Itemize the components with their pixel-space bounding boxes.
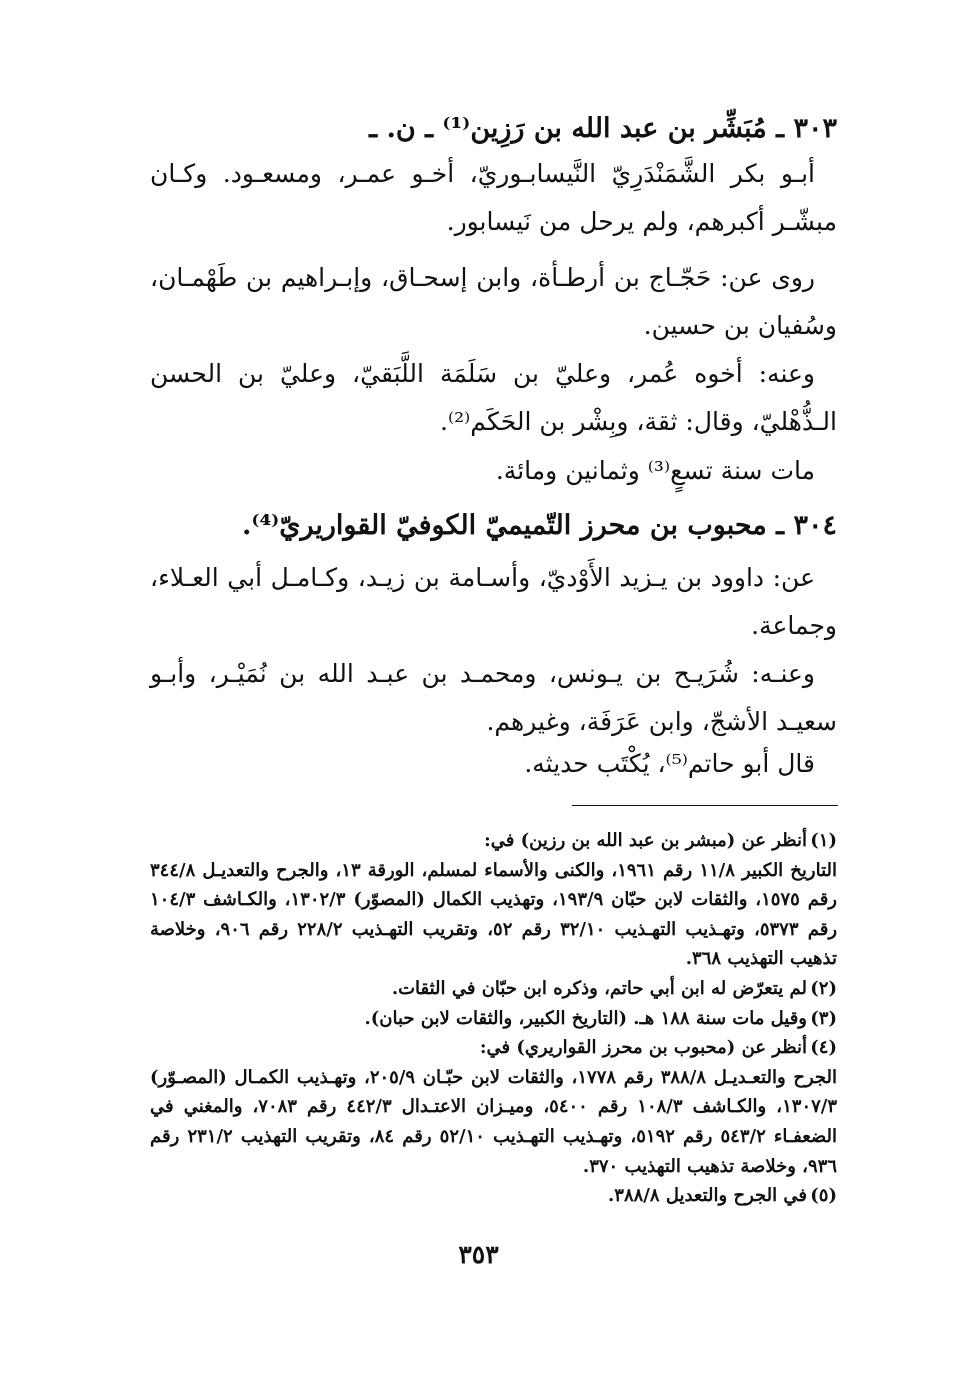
entry-304-paragraph-2: وعنـه: شُرَيـح بن يـونس، ومحمـد بن عبـد الله بن نُمَيْـر، وأبـو سعيـد الأشجّ، وابن عَرَفَة، وغيرهم. <box>150 659 837 736</box>
entry-title-304: ٣٠٤ ـ محبوب بن محرز التّميميّ الكوفيّ القواريريّ⁽⁴⁾. <box>241 510 837 541</box>
footnote-heading: أنظر عن (محبوب بن محرز القواريري) في: <box>479 1037 807 1059</box>
footnote-heading: لم يتعرّض له ابن أبي حاتم، وذكره ابن حبّان في الثقات. <box>391 977 807 999</box>
entry-303-paragraph-4: مات سنة تسعٍ⁽³⁾ وثمانين ومائة. <box>495 456 815 485</box>
footnote-number: (٣) <box>810 1007 837 1029</box>
footnote-number: (٤) <box>810 1037 837 1059</box>
footnote-body: التاريخ الكبير ١١/٨ رقم ١٩٦١، والكنى والأسماء لمسلم، الورقة ١٣، والجرح والتعديـل ٣٤٤/٨ رقم ١٥٧٥، والثقات لابن حبّان ١٩٣/٩، وتهذيب الكمال (المصوّر) ١٣٠٢/٣، والكـاشف ١٠٤/٣ رقم ٥٣٧٣، وتهـذيب التهـذيب ٣٢/١٠ رقم ٥٢، وتقريب التهـذيب ٢٢٨/٢ رقم ٩٠٦، وخلاصة تذهيب التهذيب ٣٦٨. <box>150 859 838 970</box>
footnote-5 <box>150 1181 837 1211</box>
entry-303-paragraph-1: أبـو بكر الشَّمَنْدَرِيّ النَّيسابـوريّ، أخـو عمـر، ومسعـود. وكـان مبشّـر أكبرهم، ولم يرحل من نَيسابور. <box>150 159 837 236</box>
page-number: ٣٥٣ <box>458 1240 499 1269</box>
footnote-heading: في الجرح والتعديل ٣٨٨/٨. <box>608 1185 807 1207</box>
footnote-3 <box>150 1004 837 1034</box>
entry-304-paragraph-3: قال أبو حاتم⁽⁵⁾، يُكْتَب حديثه. <box>524 749 815 778</box>
footnote-separator <box>572 805 838 806</box>
footnote-heading: وقيل مات سنة ١٨٨ هـ. (التاريخ الكبير، والثقات لابن حبان). <box>364 1007 807 1029</box>
footnote-number: (٥) <box>810 1185 837 1207</box>
entry-title-303: ٣٠٣ ـ مُبَشِّر بن عبد الله بن رَزِين⁽¹⁾ ـ ن. ـ <box>369 113 837 144</box>
footnote-number: (١) <box>810 830 837 851</box>
footnote-4 <box>150 1033 837 1181</box>
footnotes <box>150 826 837 1211</box>
footnote-number: (٢) <box>810 977 837 999</box>
entry-303-paragraph-2: روى عن: حَجّـاج بن أرطـأة، وابن إسحـاق، وإبـراهيم بن طَهْمـان، وسُفيان بن حسين. <box>150 263 837 340</box>
footnote-heading: أنظر عن (مبشر بن عبد الله بن رزين) في: <box>484 830 807 851</box>
entry-304-paragraph-1: عن: داوود بن يـزيد الأَوْديّ، وأسـامة بن زيـد، وكـامـل أبي العـلاء، وجماعة. <box>150 563 837 640</box>
footnote-2 <box>150 974 837 1004</box>
footnote-1 <box>150 826 837 974</box>
footnote-body: الجرح والتعـديـل ٣٨٨/٨ رقم ١٧٧٨، والثقات لابن حبّـان ٢٠٥/٩، وتهـذيب الكمـال (المصـوّر) ١٣٠٧/٣، والكـاشف ١٠٨/٣ رقم ٥٤٠٠، وميـزان الاعتـدال ٤٤٢/٣ رقم ٧٠٨٣، والمغني في الضعفـاء ٥٤٣/٢ رقم ٥١٩٢، وتهـذيب التهـذيب ٥٢/١٠ رقم ٨٤، وتقريب التهذيب ٢٣١/٢ رقم ٩٣٦، وخلاصة تذهيب التهذيب ٣٧٠. <box>150 1066 838 1177</box>
entry-303-paragraph-3: وعنه: أخوه عُمر، وعليّ بن سَلَمَة اللَّبَقيّ، وعليّ بن الحسن الـذُّهْليّ، وقال: ثقة، وبِشْر بن الحَكَم⁽²⁾. <box>150 359 837 436</box>
